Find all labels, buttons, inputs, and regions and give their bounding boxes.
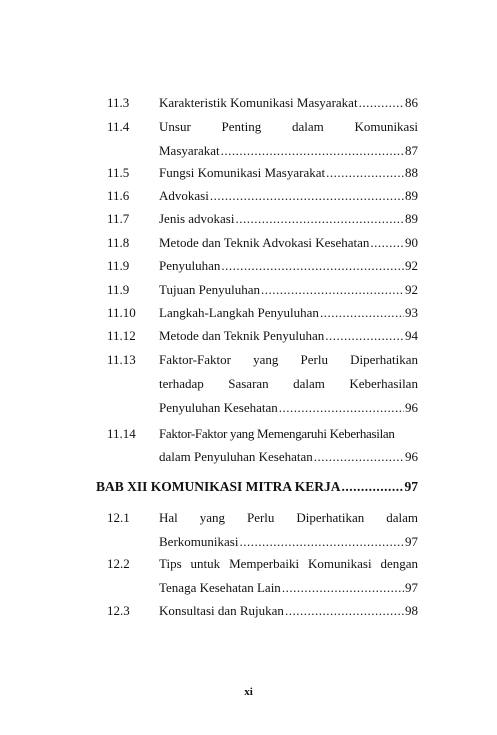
section-title: Penyuluhan [159,258,221,273]
page-number: 97 [405,580,418,595]
section-number: 11.12 [107,328,136,343]
section-number: 11.14 [107,426,136,441]
section-title-word: Tips [159,556,182,571]
page-number: 89 [405,211,418,226]
section-title-word: Diperhatikan [350,352,418,367]
section-title: Metode dan Teknik Advokasi Kesehatan [159,235,370,250]
section-title-word: dalam [291,119,324,134]
section-number: 11.9 [107,258,130,273]
section-title: Metode dan Teknik Penyuluhan [159,328,325,343]
section-number: 11.3 [107,95,130,110]
section-number: 11.4 [107,119,130,134]
page-number: 93 [405,305,418,320]
section-title-word: Perlu [300,352,328,367]
section-title-word: Komunikasi [308,556,372,571]
section-number: 11.7 [107,211,130,226]
section-title-word: Hal [159,510,178,525]
section-title-word: dalam [293,376,325,391]
section-number: 12.3 [107,603,130,618]
section-title-word: yang [199,510,226,525]
page-number: 92 [405,258,418,273]
section-number: 11.13 [107,352,136,367]
page-footer-number: xi [244,686,253,698]
section-title-word: Perlu [246,510,275,525]
section-title-word: Faktor-Faktor [159,352,231,367]
section-title-word: Sasaran [228,376,269,391]
page-number: 92 [405,282,418,297]
section-title: Fungsi Komunikasi Masyarakat [159,165,326,180]
page-number: 89 [405,188,418,203]
section-title-word: dalam [386,510,418,525]
section-title-continued: Berkomunikasi [159,534,239,549]
section-title-word: Keberhasilan [349,376,418,391]
section-title: Advokasi [159,188,209,203]
section-title-continued: Penyuluhan Kesehatan [159,400,278,415]
section-title-continued: dalam Penyuluhan Kesehatan [159,449,313,464]
section-number: 11.6 [107,188,130,203]
page-number: 98 [405,603,418,618]
page-number: 90 [405,235,418,250]
section-number: 11.9 [107,282,130,297]
section-title: Jenis advokasi [159,211,235,226]
section-title: Konsultasi dan Rujukan [159,603,284,618]
section-number: 12.2 [107,556,130,571]
section-title-word: Unsur [159,119,191,134]
page-number: 88 [405,165,418,180]
section-title-word: Komunikasi [354,119,418,134]
page-number: 97 [404,479,418,494]
section-number: 11.10 [107,305,136,320]
page-number: 96 [405,449,418,464]
section-title-continued: Tenaga Kesehatan Lain [159,580,281,595]
section-title-word: yang [253,352,279,367]
section-title: Faktor-Faktor yang Memengaruhi Keberhasilan [159,426,395,441]
chapter-title: BAB XII KOMUNIKASI MITRA KERJA [96,479,341,494]
section-title-continued: Masyarakat [159,143,220,158]
section-number: 11.8 [107,235,130,250]
section-title-word: untuk [190,556,221,571]
section-title: Langkah-Langkah Penyuluhan [159,305,319,320]
section-title: Karakteristik Komunikasi Masyarakat [159,95,358,110]
page-number: 94 [405,328,418,343]
section-title-word: Memperbaiki [229,556,300,571]
section-title: Tujuan Penyuluhan [159,282,260,297]
page-number: 87 [405,143,418,158]
page-number: 97 [405,534,418,549]
page-number: 86 [405,95,418,110]
chapter-heading [96,479,418,495]
section-title-word: terhadap [159,376,204,391]
section-number: 11.5 [107,165,130,180]
section-number: 12.1 [107,510,130,525]
page-number: 96 [405,400,418,415]
section-title-word: Penting [221,119,262,134]
section-title-word: Diperhatikan [296,510,365,525]
section-title-word: dengan [380,556,418,571]
